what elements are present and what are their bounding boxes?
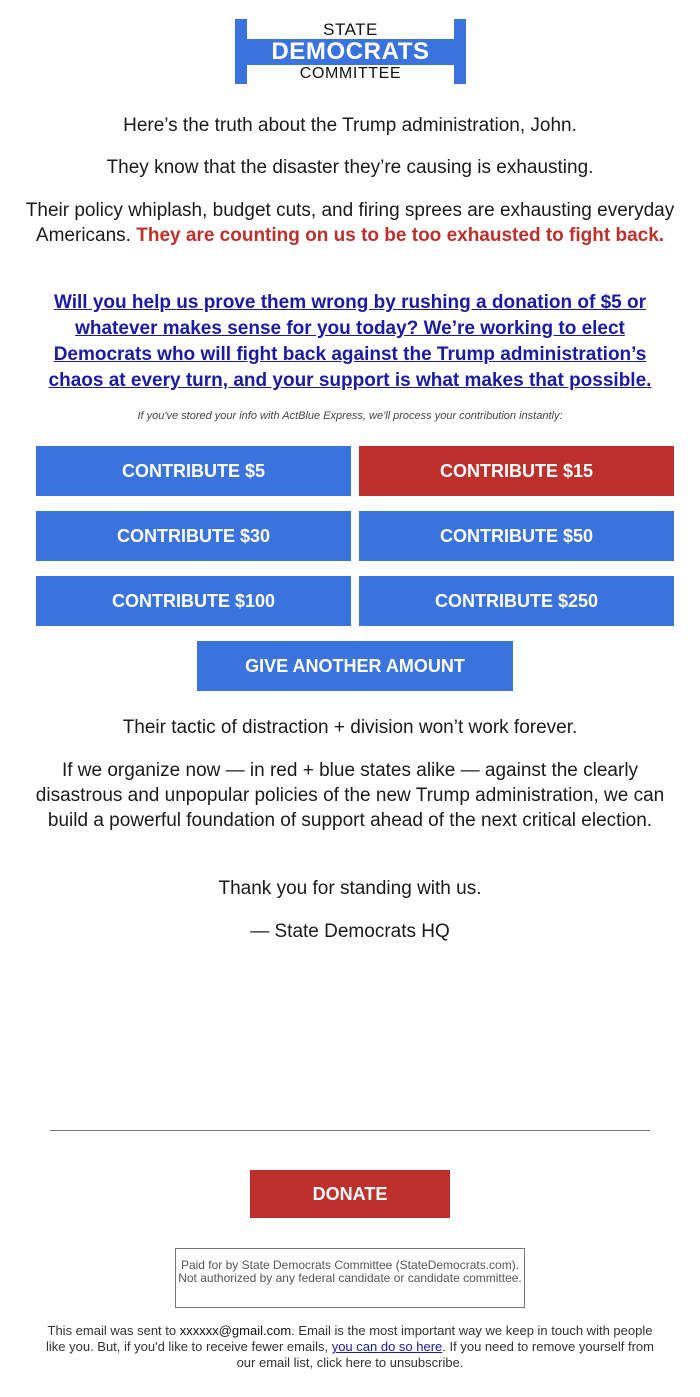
logo-top-text: STATE xyxy=(247,19,454,41)
contribute-15-button[interactable]: CONTRIBUTE $15 xyxy=(359,446,674,496)
policy-emphasis: They are counting on us to be too exhausted to fight back. xyxy=(136,225,665,246)
logo-mid-text: DEMOCRATS xyxy=(235,39,466,65)
footer-sent-suffix: . If you need to remove yourself from our email list, click here to unsubscribe. xyxy=(236,1339,654,1370)
logo-bottom-text: COMMITTEE xyxy=(299,65,402,82)
policy-text: Their policy whiplash, budget cuts, and firing sprees are exhausting everyday Americans. xyxy=(25,200,675,246)
tactic-paragraph: Their tactic of distraction + division won’t work forever. xyxy=(122,717,578,738)
logo-inner xyxy=(247,19,454,84)
contribute-5-button[interactable]: CONTRIBUTE $5 xyxy=(36,446,351,496)
actblue-express-note: If you've stored your info with ActBlue Express, we'll process your contribution instantly: xyxy=(137,410,563,422)
footer-notice xyxy=(40,1323,660,1371)
donate-button[interactable]: DONATE xyxy=(250,1170,450,1218)
footer-sent-prefix: This email was sent to xyxy=(47,1323,180,1338)
signature: — State Democrats HQ xyxy=(250,921,450,942)
organize-paragraph: If we organize now — in red + blue states alike — against the clearly disastrous and unpopular policies of the new Trump administration, we can build a powerful foundation of support ahead of the next critical election. xyxy=(35,760,665,831)
recipient-email: xxxxxx@gmail.com xyxy=(179,1323,292,1338)
contribute-250-button[interactable]: CONTRIBUTE $250 xyxy=(359,576,674,626)
committee-logo[interactable] xyxy=(235,19,466,84)
contribute-50-button[interactable]: CONTRIBUTE $50 xyxy=(359,511,674,561)
fewer-emails-link[interactable]: you can do so here xyxy=(331,1339,443,1354)
thank-you-paragraph: Thank you for standing with us. xyxy=(218,878,482,899)
contribute-100-button[interactable]: CONTRIBUTE $100 xyxy=(36,576,351,626)
contribute-30-button[interactable]: CONTRIBUTE $30 xyxy=(36,511,351,561)
cta-paragraph xyxy=(25,290,675,394)
paid-for-disclaimer: Paid for by State Democrats Committee (StateDemocrats.com). Not authorized by any federal candidate or candidate committee. xyxy=(175,1248,525,1308)
footer-sent-middle: . Email is the most important way we keep in touch with people like you. But, if you'd like to receive fewer emails, xyxy=(45,1323,653,1354)
give-another-amount-button[interactable]: GIVE ANOTHER AMOUNT xyxy=(197,641,513,691)
greeting-paragraph: Here’s the truth about the Trump administration, John. xyxy=(123,115,577,136)
policy-paragraph xyxy=(25,198,675,248)
donation-cta-link[interactable]: Will you help us prove them wrong by rushing a donation of $5 or whatever makes sense for you today? We’re working to elect Democrats who will fight back against the Trump administration’s chaos at every turn, and your support is what makes that possible. xyxy=(48,292,652,391)
footer-divider xyxy=(50,1130,650,1131)
disaster-paragraph: They know that the disaster they’re causing is exhausting. xyxy=(106,157,594,178)
